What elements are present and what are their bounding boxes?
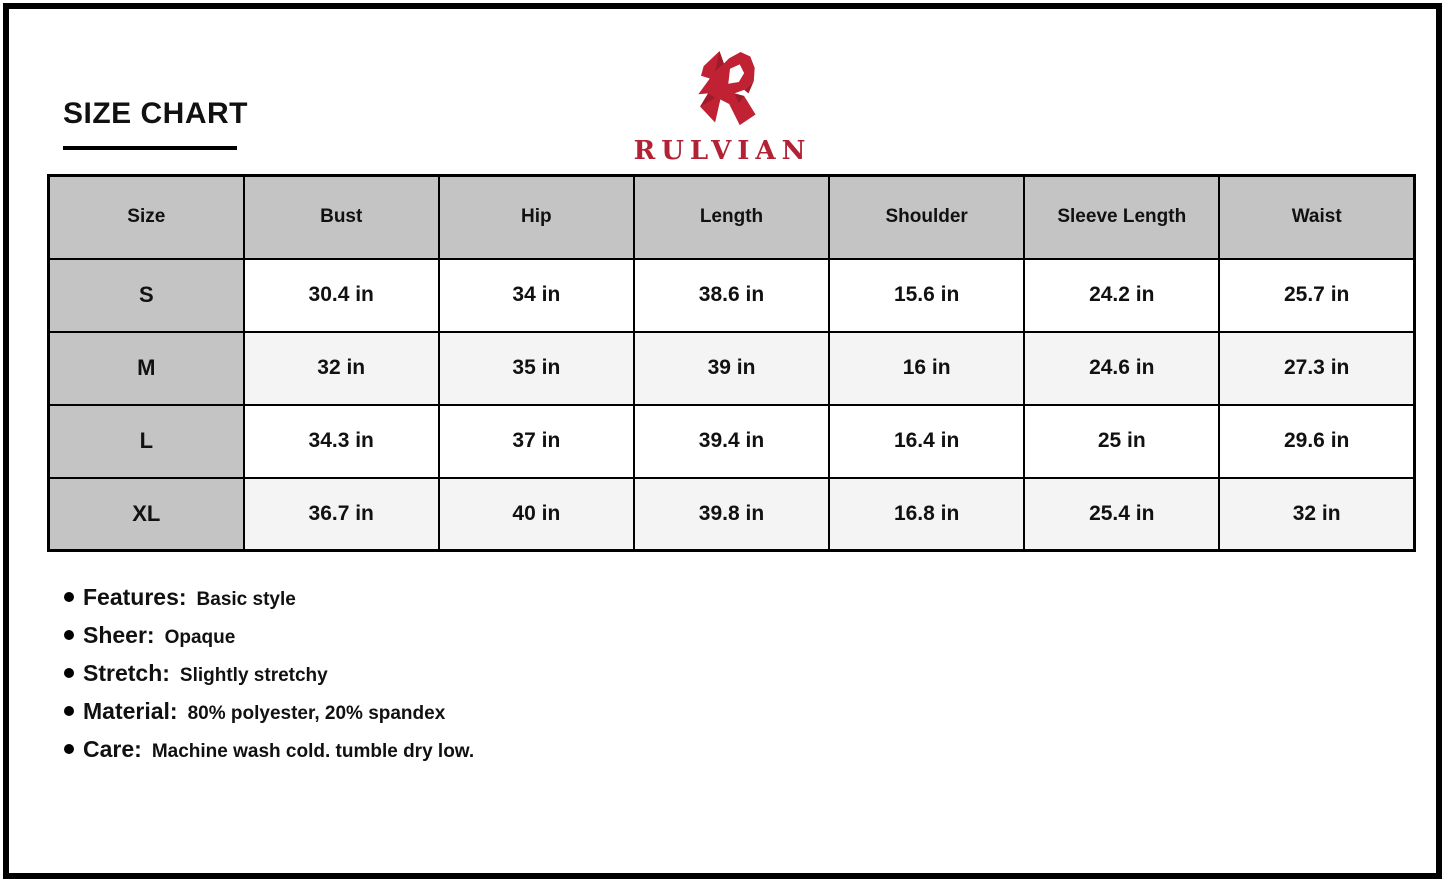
measurement-cell: 40 in (439, 478, 634, 551)
size-chart-table (47, 174, 1416, 552)
detail-label: Sheer: (83, 621, 155, 648)
detail-label: Stretch: (83, 659, 170, 686)
measurement-cell: 34.3 in (244, 405, 439, 478)
detail-label: Features: (83, 584, 187, 610)
measurement-cell: 39 in (634, 332, 829, 405)
measurement-cell: 37 in (439, 405, 634, 478)
measurement-cell: 27.3 in (1219, 332, 1414, 405)
detail-item-features (64, 585, 474, 610)
measurement-cell: 32 in (244, 332, 439, 405)
detail-value: Opaque (164, 626, 236, 648)
detail-item-material (64, 699, 474, 724)
table-row-s (49, 259, 1415, 332)
measurement-cell: 15.6 in (829, 259, 1024, 332)
size-cell: S (49, 259, 244, 332)
measurement-cell: 35 in (439, 332, 634, 405)
detail-item-sheer (64, 623, 474, 648)
detail-label: Material: (83, 697, 178, 724)
measurement-cell: 16.8 in (829, 478, 1024, 551)
table-row-m (49, 332, 1415, 405)
rulvian-logo-icon (675, 45, 771, 133)
header-cell-sleeve-length: Sleeve Length (1024, 176, 1219, 259)
brand-wordmark: RULVIAN (633, 136, 812, 166)
header-cell-hip: Hip (439, 176, 634, 259)
detail-value: 80% polyester, 20% spandex (187, 702, 446, 724)
detail-value: Machine wash cold. tumble dry low. (151, 740, 475, 762)
header-cell-bust: Bust (244, 176, 439, 259)
detail-value: Basic style (196, 589, 296, 610)
bullet-icon (64, 630, 74, 640)
table-row-l (49, 405, 1415, 478)
measurement-cell: 36.7 in (244, 478, 439, 551)
measurement-cell: 24.6 in (1024, 332, 1219, 405)
table-row-xl (49, 478, 1415, 551)
details-list (64, 585, 474, 775)
measurement-cell: 30.4 in (244, 259, 439, 332)
detail-value: Slightly stretchy (179, 664, 328, 686)
detail-label: Care: (83, 735, 142, 762)
measurement-cell: 38.6 in (634, 259, 829, 332)
size-cell: M (49, 332, 244, 405)
detail-item-care (64, 737, 474, 762)
page-frame (3, 3, 1442, 879)
header-cell-size: Size (49, 176, 244, 259)
header-cell-length: Length (634, 176, 829, 259)
title-block (63, 99, 248, 150)
measurement-cell: 34 in (439, 259, 634, 332)
bullet-icon (64, 744, 74, 754)
measurement-cell: 25.4 in (1024, 478, 1219, 551)
title-underline (63, 146, 237, 150)
measurement-cell: 25.7 in (1219, 259, 1414, 332)
measurement-cell: 16.4 in (829, 405, 1024, 478)
bullet-icon (64, 706, 74, 716)
header-cell-shoulder: Shoulder (829, 176, 1024, 259)
measurement-cell: 29.6 in (1219, 405, 1414, 478)
table-header-row (49, 176, 1415, 259)
measurement-cell: 32 in (1219, 478, 1414, 551)
bullet-icon (64, 668, 74, 678)
measurement-cell: 16 in (829, 332, 1024, 405)
detail-item-stretch (64, 661, 474, 686)
size-cell: L (49, 405, 244, 478)
measurement-cell: 25 in (1024, 405, 1219, 478)
bullet-icon (64, 592, 74, 602)
size-cell: XL (49, 478, 244, 551)
measurement-cell: 39.4 in (634, 405, 829, 478)
header-cell-waist: Waist (1219, 176, 1414, 259)
brand-logo-block (593, 45, 853, 166)
measurement-cell: 24.2 in (1024, 259, 1219, 332)
page-title: SIZE CHART (63, 97, 248, 130)
measurement-cell: 39.8 in (634, 478, 829, 551)
